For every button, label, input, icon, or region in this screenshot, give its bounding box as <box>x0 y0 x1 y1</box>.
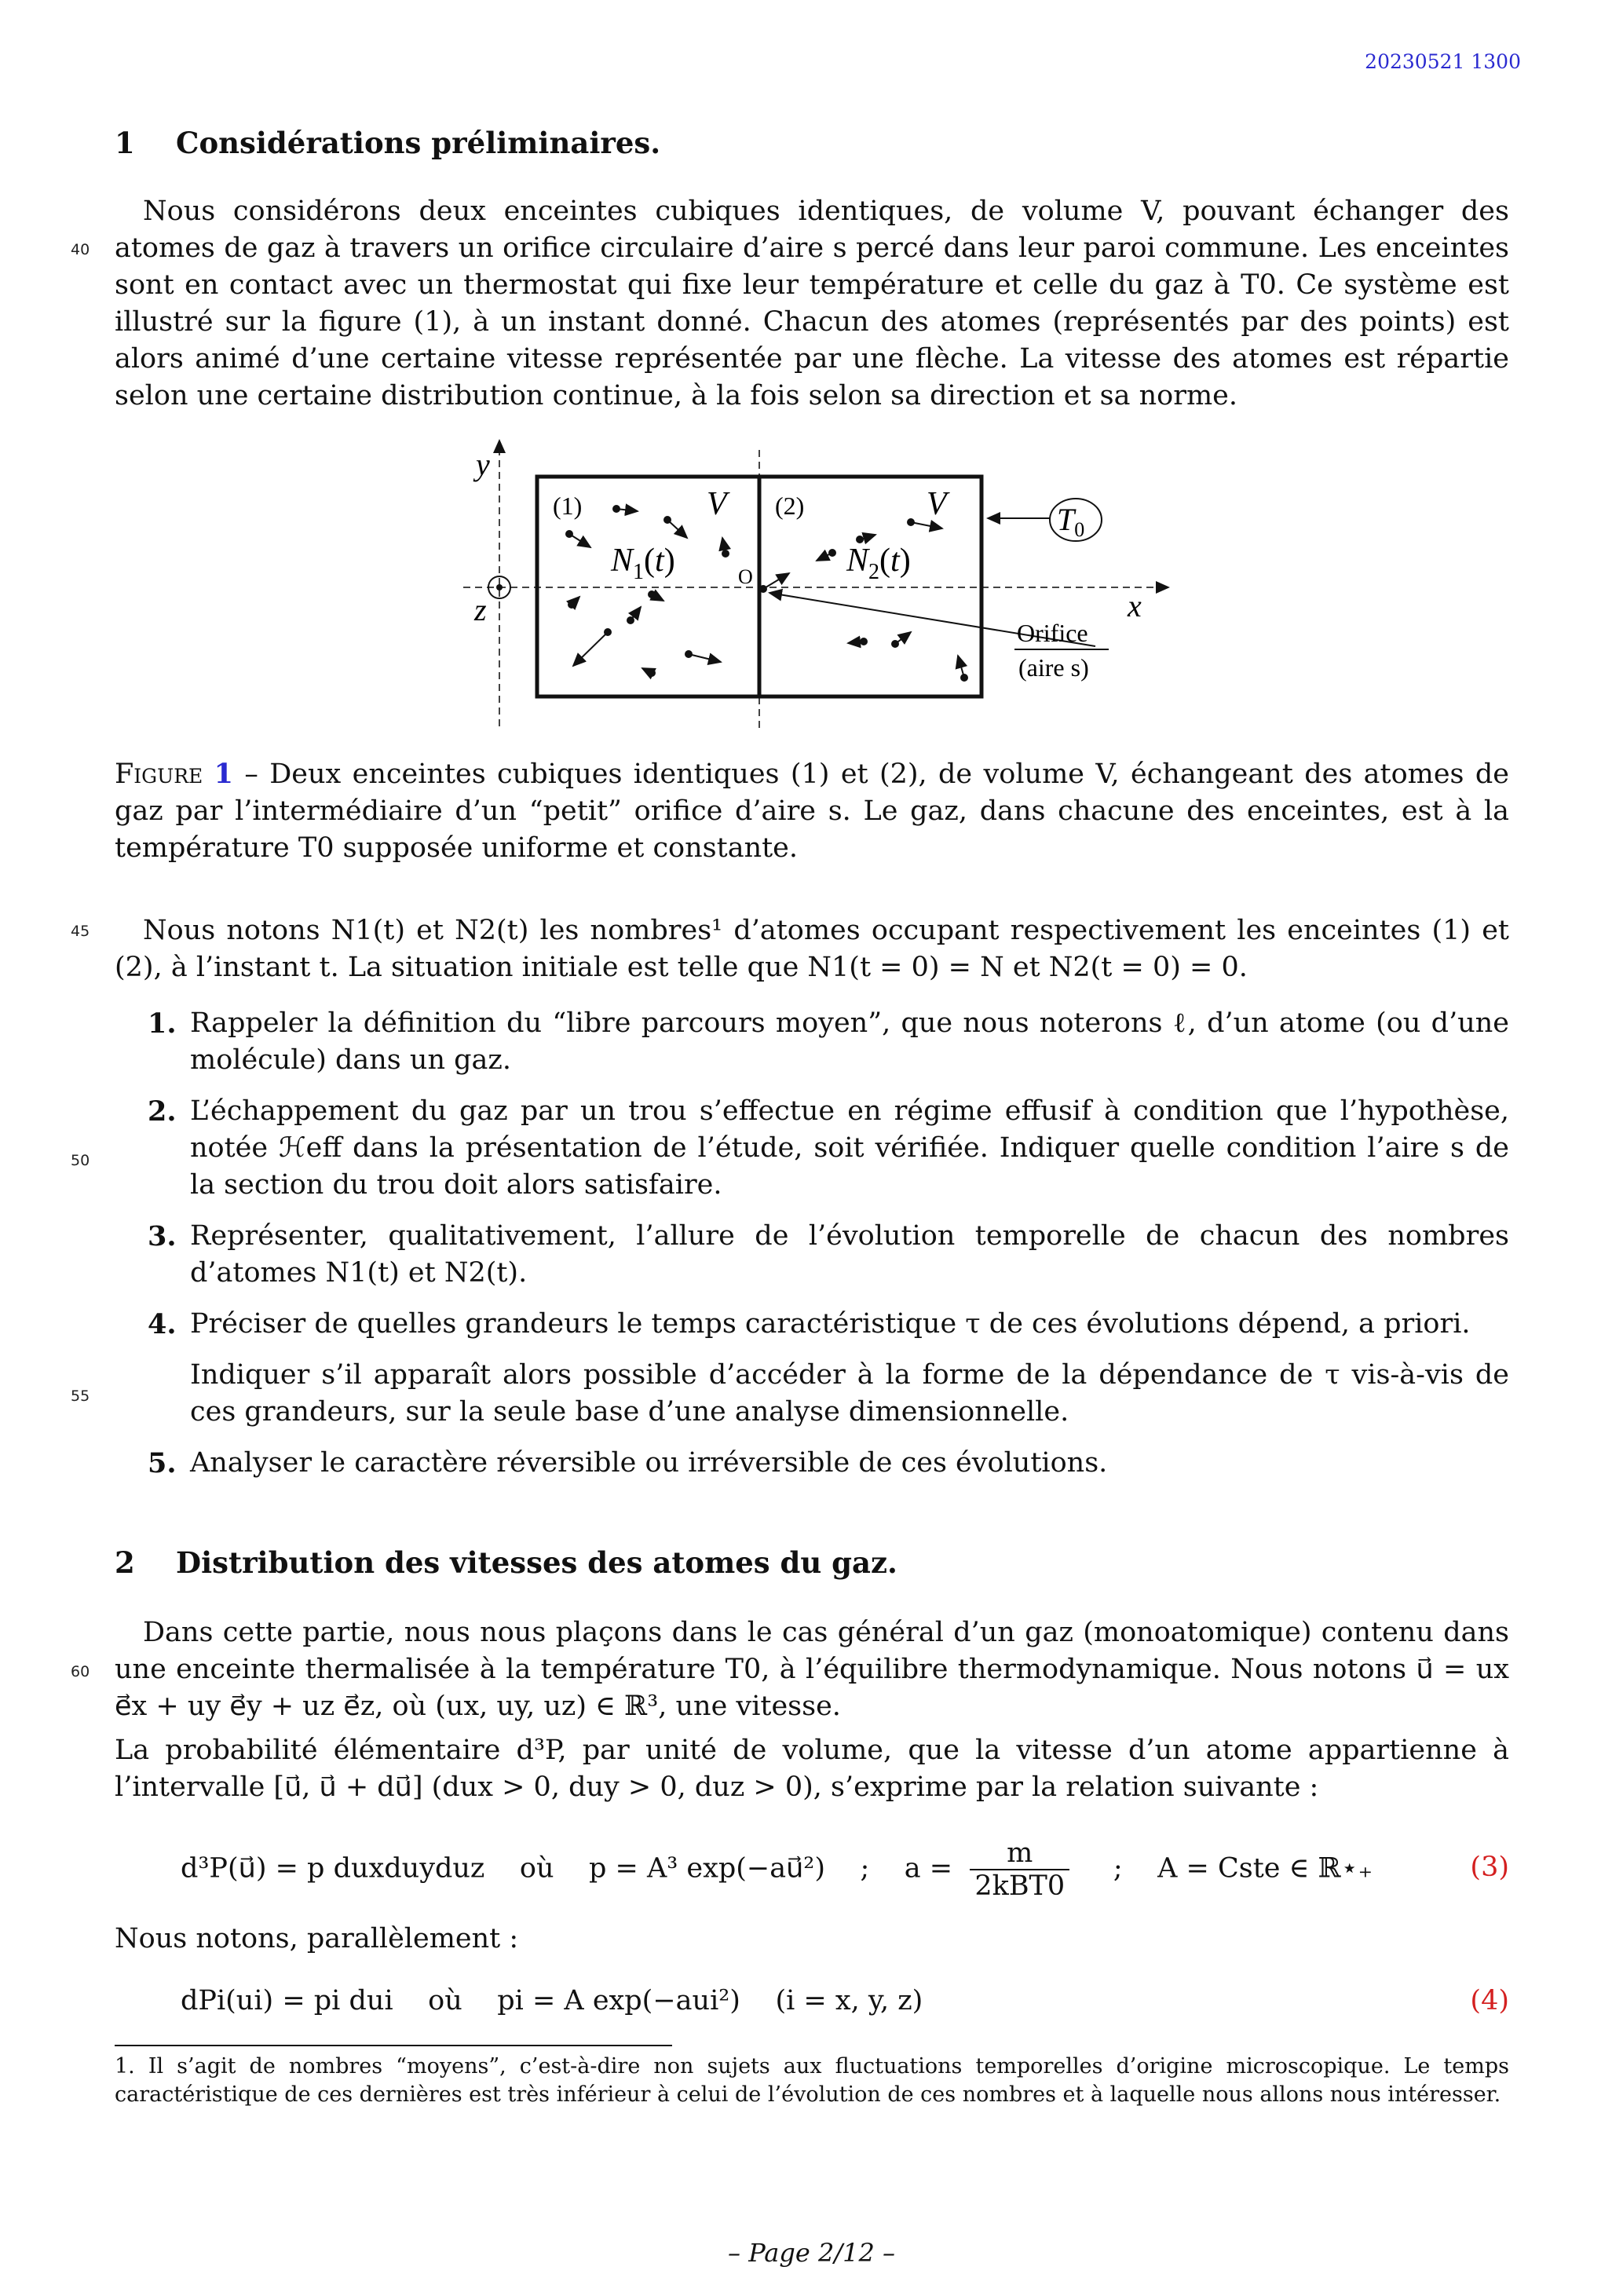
volume-label-1: V <box>707 486 727 522</box>
paragraph-numbers: Nous notons N1(t) et N2(t) les nombres¹ d’atomes occupant respectivement les enceintes (1) et (2), à l’instant t. La situation initiale est telle que N1(t = 0) = N et N2(t = 0) = 0. <box>115 915 1509 983</box>
equation-4 <box>115 1985 1509 2048</box>
question-4-continued: Indiquer s’il apparaît alors possible d’accéder à la forme de la dépendance de τ vis-à-vis de ces grandeurs, sur la seule base d’une analyse dimensionnelle. <box>190 1359 1509 1428</box>
section-1-number: 1 <box>115 126 135 160</box>
equation-3-lhs: d³P(u⃗) = p duxduyduz où p = A³ exp(−au⃗²) ; a = <box>181 1852 962 1885</box>
section-2-intro: Dans cette partie, nous nous plaçons dans le cas général d’un gaz (monoatomique) contenu dans une enceinte thermalisée à la température T0, à l’équilibre thermodynamique. Nous notons u⃗ = ux e⃗x + uy e⃗y + uz e⃗z, où (ux, uy, uz) ∈ ℝ³, une vitesse. <box>115 1617 1509 1722</box>
caption-number: 1 <box>214 758 234 790</box>
n1-label: $N_1(t)$ <box>611 543 675 584</box>
footnote: 1. Il s’agit de nombres “moyens”, c’est-à-dire non sujets aux fluctuations temporelles d’origine microscopique. Le temps caractéristique de ces dernières est très inférieur à celui de l’évolution de ces nombres et à laquelle nous allons nous intéresser. <box>115 2054 1509 2107</box>
section-1-intro: Nous considérons deux enceintes cubiques identiques, de volume V, pouvant échanger des atomes de gaz à travers un orifice circulaire d’aire s percé dans leur paroi commune. Les enceintes sont en contact avec un thermostat qui fixe leur température et celle du gaz à T0. Ce système est illustré sur la figure (1), à un instant donné. Chacun des atomes (représentés par des points) est alors animé d’une certaine vitesse représentée par une flèche. La vitesse des atomes est répartie selon une certaine distribution continue, à la fois selon sa direction et sa norme. <box>115 196 1509 411</box>
line-number-60: 60 <box>71 1663 90 1680</box>
line-number-50: 50 <box>71 1152 90 1169</box>
document-id: 20230521 1300 <box>1365 50 1521 73</box>
label-y: y <box>476 447 490 482</box>
z-axis-dot-icon <box>496 584 503 590</box>
question-1: 1. Rappeler la définition du “libre parcours moyen”, que nous noterons ℓ, d’un atome (ou d’une molécule) dans un gaz. <box>148 1007 1509 1076</box>
section-2-heading <box>115 1545 897 1580</box>
orifice-area-label: (aire s) <box>1018 653 1089 682</box>
n2-label: $N_2(t)$ <box>846 543 911 584</box>
origin-label: O <box>738 565 753 588</box>
box-2-label: (2) <box>775 492 805 520</box>
equation-3-fraction: $\frac{m}{\text{2kBT0}}$ <box>970 1837 1069 1902</box>
section-2-note: Nous notons, parallèlement : <box>115 1923 519 1954</box>
caption-text: – Deux enceintes cubiques identiques (1) et (2), de volume V, échangeant des atomes de gaz par l’intermédiaire d’un “petit” orifice d’aire s. Le gaz, dans chacune des enceintes, est à la température T0 supposée uniforme et constante. <box>115 759 1509 864</box>
label-z: z <box>474 592 487 627</box>
line-number-40: 40 <box>71 241 90 258</box>
section-2-title: Distribution des vitesses des atomes du gaz. <box>176 1545 897 1580</box>
question-3: 3. Représenter, qualitativement, l’allure de l’évolution temporelle de chacun des nombres d’atomes N1(t) et N2(t). <box>148 1220 1509 1289</box>
line-number-45: 45 <box>71 923 90 940</box>
box-1-label: (1) <box>553 492 583 520</box>
equation-3-rhs: ; A = Cste ∈ ℝ⋆₊ <box>1078 1852 1373 1885</box>
section-2-number: 2 <box>115 1545 135 1580</box>
label-x: x <box>1128 588 1142 623</box>
equation-4-tag: (4) <box>1470 1985 1509 2016</box>
section-1-title: Considérations préliminaires. <box>176 126 661 160</box>
atoms-group <box>566 506 967 681</box>
section-2-probability-text: La probabilité élémentaire d³P, par unité de volume, que la vitesse d’un atome appartienne à l’intervalle [u⃗, u⃗ + du⃗] (dux > 0, duy > 0, duz > 0), s’exprime par la relation suivante : <box>115 1735 1509 1803</box>
orifice-label: Orifice <box>1017 619 1088 647</box>
equation-3 <box>115 1837 1509 1900</box>
equation-4-body: dPi(ui) = pi dui où pi = A exp(−aui²) (i = x, y, z) <box>181 1985 923 2016</box>
page-footer: – Page 2/12 – <box>728 2238 895 2268</box>
footnote-rule <box>115 2045 672 2046</box>
volume-label-2: V <box>927 486 947 522</box>
figure-1-diagram <box>455 436 1178 734</box>
question-4: 4. Préciser de quelles grandeurs le temps caractéristique τ de ces évolutions dépend, a priori. <box>148 1308 1471 1340</box>
questions-list <box>115 1005 1509 1496</box>
figure-1-caption <box>115 755 1509 867</box>
line-number-55: 55 <box>71 1387 90 1405</box>
equation-3-tag: (3) <box>1470 1852 1509 1883</box>
caption-word: Figure <box>115 759 203 790</box>
question-2: 2. L’échappement du gaz par un trou s’effectue en régime effusif à condition que l’hypothèse, notée ℋeff dans la présentation de l’étude, soit vérifiée. Indiquer quelle condition l’aire s de la section du trou doit alors satisfaire. <box>148 1095 1509 1201</box>
question-5: 5. Analyser le caractère réversible ou irréversible de ces évolutions. <box>148 1447 1108 1479</box>
thermostat-label: $T_0$ <box>1057 502 1085 541</box>
section-1-heading <box>115 126 660 160</box>
